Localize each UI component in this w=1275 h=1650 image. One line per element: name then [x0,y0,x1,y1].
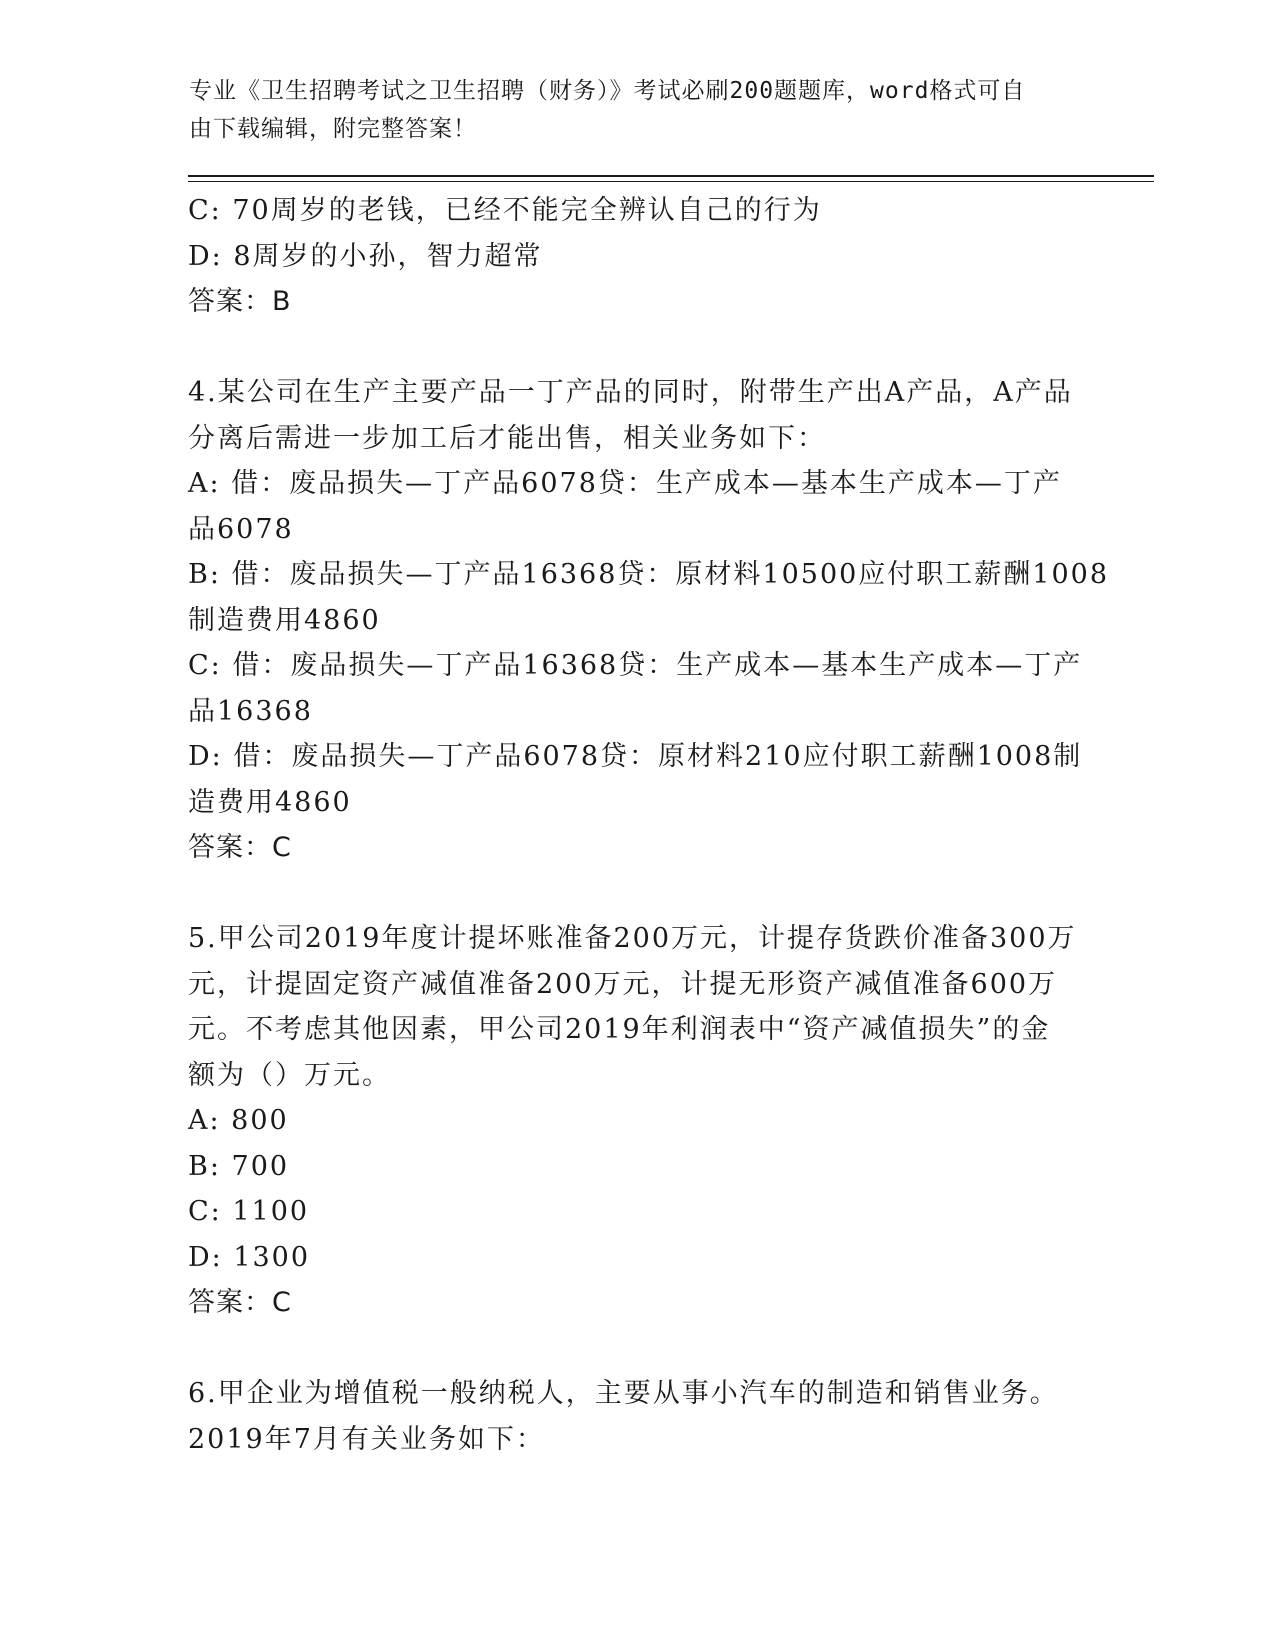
option-b: B: 借：废品损失—丁产品16368贷：原材料10500应付职工薪酬1008 [188,559,1110,590]
answer-label: 答案：B [188,286,292,317]
question-stem: 2019年7月有关业务如下： [188,1423,545,1455]
header-line-2: 由下载编辑，附完整答案！ [189,116,477,142]
option-a: A: 借：废品损失—丁产品6078贷：生产成本—基本生产成本—丁产 [188,468,1062,499]
spacer [188,1326,1088,1372]
spacer [188,325,1088,371]
question-4 [188,370,1110,871]
document-header [189,72,1069,148]
option-c: C: 70周岁的老钱，已经不能完全辨认自己的行为 [188,195,822,226]
header-line-1: 专业《卫生招聘考试之卫生招聘（财务）》考试必刷200题题库，word格式可自 [189,78,1026,104]
question-3-tail [188,188,1088,325]
option-d: D: 1300 [188,1241,311,1273]
header-rule-thin [188,181,1154,182]
spacer [188,871,1088,917]
header-rule-thick [188,175,1154,177]
option-c: C: 借：废品损失—丁产品16368贷：生产成本—基本生产成本—丁产 [188,650,1083,681]
option-c: 品16368 [188,695,313,727]
answer-label: 答案：C [188,832,292,863]
option-b: B: 700 [188,1150,290,1182]
question-6 [188,1371,1088,1462]
question-stem: 额为（）万元。 [188,1059,391,1091]
option-a: 品6078 [188,513,294,545]
option-d: D: 8周岁的小孙，智力超常 [188,240,543,272]
question-5 [188,916,1088,1326]
question-stem: 6.甲企业为增值税一般纳税人，主要从事小汽车的制造和销售业务。 [188,1378,1059,1409]
answer-label: 答案：C [188,1287,292,1318]
question-stem: 元。不考虑其他因素，甲公司2019年利润表中“资产减值损失”的金 [188,1014,1051,1045]
option-d: D: 借：废品损失—丁产品6078贷：原材料210应付职工薪酬1008制 [188,741,1083,772]
option-d: 造费用4860 [188,786,352,818]
question-stem: 分离后需进一步加工后才能出售，相关业务如下： [188,422,826,454]
question-stem: 4.某公司在生产主要产品一丁产品的同时，附带生产出A产品，A产品 [188,377,1073,408]
option-a: A: 800 [188,1105,289,1136]
question-stem: 元，计提固定资产减值准备200万元，计提无形资产减值准备600万 [188,968,1058,1000]
option-c: C: 1100 [188,1196,310,1227]
question-stem: 5.甲公司2019年度计提坏账准备200万元，计提存货跌价准备300万 [188,923,1077,954]
question-list [188,188,1110,1462]
option-b: 制造费用4860 [188,604,381,636]
